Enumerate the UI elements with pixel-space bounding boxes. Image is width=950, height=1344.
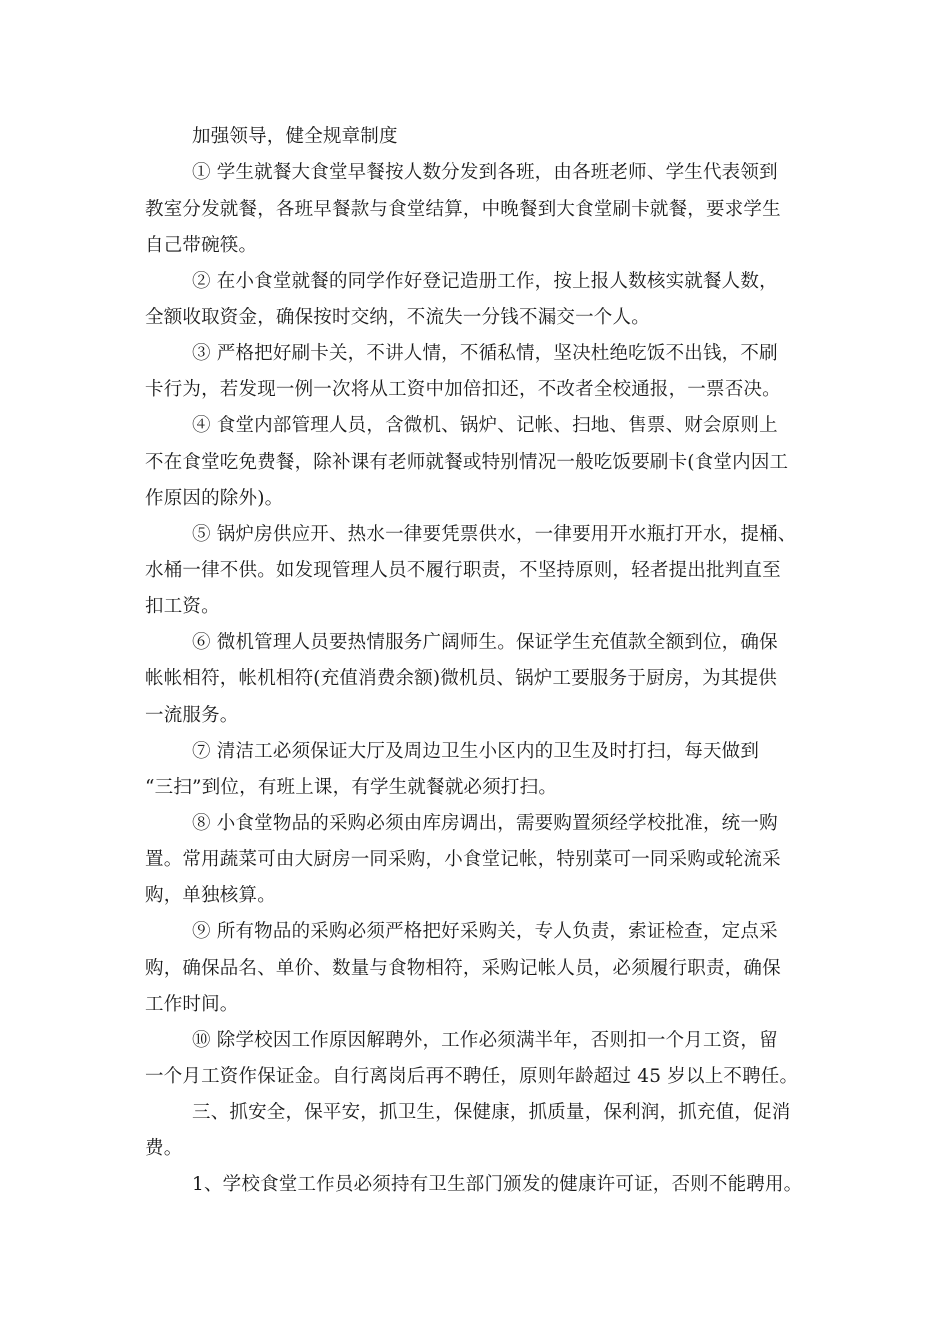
- section-three-line-1: 三、抓安全，保平安，抓卫生，保健康，抓质量，保利润，抓充值，促消: [192, 1102, 791, 1123]
- rule-3-line-1: ③ 严格把好刷卡关，不讲人情，不循私情，坚决杜绝吃饭不出钱，不刷: [192, 343, 778, 364]
- rule-5-line-3: 扣工资。: [145, 596, 220, 617]
- rule-4-line-3: 作原因的除外)。: [145, 488, 284, 509]
- rule-1-line-2: 教室分发就餐，各班早餐款与食堂结算，中晚餐到大食堂刷卡就餐，要求学生: [145, 199, 781, 220]
- rule-8-line-3: 购，单独核算。: [145, 885, 276, 906]
- rule-3-line-2: 卡行为，若发现一例一次将从工资中加倍扣还，不改者全校通报，一票否决。: [145, 379, 781, 400]
- rule-7-line-1: ⑦ 清洁工必须保证大厅及周边卫生小区内的卫生及时打扫，每天做到: [192, 741, 760, 762]
- rule-6-line-3: 一流服务。: [145, 705, 239, 726]
- rule-8-line-2: 置。常用蔬菜可由大厨房一同采购，小食堂记帐，特别菜可一同采购或轮流采: [145, 849, 781, 870]
- rule-2-line-2: 全额收取资金，确保按时交纳，不流失一分钱不漏交一个人。: [145, 307, 650, 328]
- rule-9-line-1: ⑨ 所有物品的采购必须严格把好采购关，专人负责，索证检查，定点采: [192, 921, 778, 942]
- rule-5-line-2: 水桶一律不供。如发现管理人员不履行职责，不坚持原则，轻者提出批判直至: [145, 560, 781, 581]
- rule-8-line-1: ⑧ 小食堂物品的采购必须由库房调出，需要购置须经学校批准，统一购: [192, 813, 778, 834]
- rule-7-line-2: “三扫”到位，有班上课，有学生就餐就必须打扫。: [145, 777, 558, 798]
- rule-10-line-2: 一个月工资作保证金。自行离岗后再不聘任，原则年龄超过 45 岁以上不聘任。: [145, 1066, 799, 1087]
- section-three-line-2: 费。: [145, 1138, 183, 1159]
- rule-2-line-1: ② 在小食堂就餐的同学作好登记造册工作，按上报人数核实就餐人数，: [192, 271, 778, 292]
- item-1-line-1: 1、学校食堂工作员必须持有卫生部门颁发的健康许可证，否则不能聘用。: [192, 1174, 803, 1195]
- rule-6-line-1: ⑥ 微机管理人员要热情服务广阔师生。保证学生充值款全额到位，确保: [192, 632, 778, 653]
- rule-9-line-2: 购，确保品名、单价、数量与食物相符，采购记帐人员，必须履行职责，确保: [145, 958, 781, 979]
- rule-4-line-2: 不在食堂吃免费餐，除补课有老师就餐或特别情况一般吃饭要刷卡(食堂内因工: [145, 452, 789, 473]
- rule-4-line-1: ④ 食堂内部管理人员，含微机、锅炉、记帐、扫地、售票、财会原则上: [192, 415, 778, 436]
- section-heading: 加强领导，健全规章制度: [192, 126, 398, 147]
- rule-10-line-1: ⑩ 除学校因工作原因解聘外，工作必须满半年，否则扣一个月工资，留: [192, 1030, 778, 1051]
- rule-9-line-3: 工作时间。: [145, 994, 239, 1015]
- rule-5-line-1: ⑤ 锅炉房供应开、热水一律要凭票供水，一律要用开水瓶打开水，提桶、: [192, 524, 797, 545]
- rule-1-line-3: 自己带碗筷。: [145, 235, 258, 256]
- rule-6-line-2: 帐帐相符，帐机相符(充值消费余额)微机员、锅炉工要服务于厨房，为其提供: [145, 668, 777, 689]
- rule-1-line-1: ① 学生就餐大食堂早餐按人数分发到各班，由各班老师、学生代表领到: [192, 162, 778, 183]
